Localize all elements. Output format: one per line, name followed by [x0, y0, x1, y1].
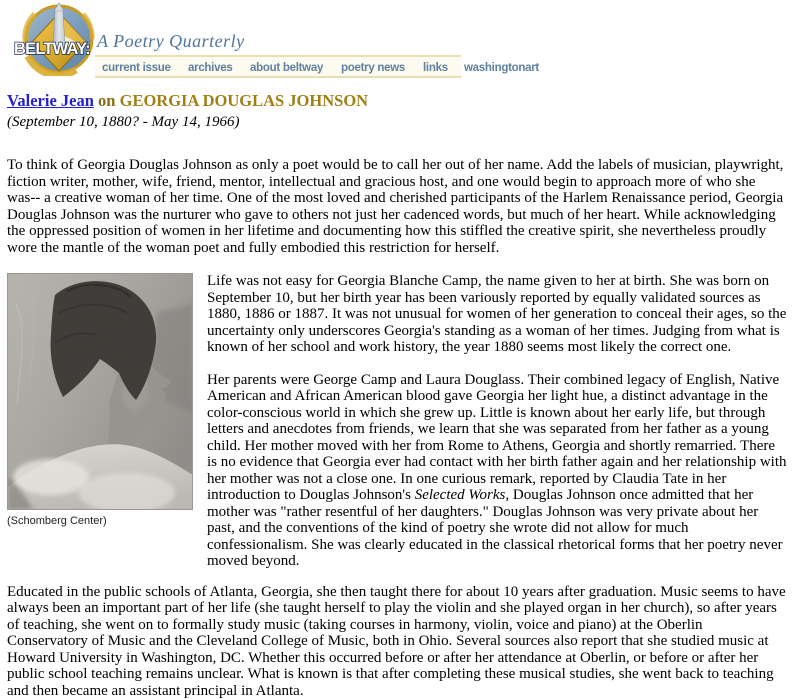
article-text-column	[207, 273, 787, 570]
nav-item-links[interactable]: links	[423, 60, 448, 74]
site-tagline: A Poetry Quarterly	[97, 31, 245, 52]
main-nav	[95, 55, 461, 78]
paragraph-education: Educated in the public schools of Atlanta, Georgia, she then taught there for about 10 years after graduation. Music seems to have always been an important part of her life (she taught herself to play the violin and she played organ in her church), so after years of teaching, she went on to formally study music (taking courses in harmony, violin, voice and piano) at the Oberlin Conservatory of Music and the Cleveland College of Music, both in Ohio. Several sources also report that she studied music at Howard University in Washington, DC. Whether this occurred before or after her attendance at Oberlin, or before or after her public school teaching remains unclear. What is known is that after completing these musical studies, she went back to teaching and then became an assistant principal in Atlanta.	[7, 584, 787, 699]
nav-item-poetry-news[interactable]: poetry news	[341, 60, 405, 74]
photo-and-text-section	[7, 273, 787, 570]
intro-paragraph: To think of Georgia Douglas Johnson as only a poet would be to call her out of her name. Add the labels of musician, playwright, fiction writer, mother, wife, friend, mentor, intellectual and gracious host, and one would begin to approach more of who she was-- a creative woman of her time. One of the most loved and cherished participants of the Harlem Renaissance period, Georgia Douglas Johnson was the nurturer who gave to others not just her cadenced words, but much of her heart. While acknowledging the oppressed position of women in her lifetime and documenting how this stiffled the creative spirit, she nevertheless proudly wore the mantle of the woman poet and fully embodied this restriction for herself.	[7, 157, 787, 256]
article-byline	[7, 91, 787, 111]
book-title-selected-works: Selected Works	[415, 487, 506, 503]
logo-wordmark: BELTWAY:	[14, 40, 90, 58]
nav-item-archives[interactable]: archives	[188, 60, 232, 74]
subject-dates: (September 10, 1880? - May 14, 1966)	[7, 114, 787, 131]
paragraph-parents	[207, 372, 787, 570]
photo-column	[7, 273, 193, 570]
paragraph-birth: Life was not easy for Georgia Blanche Camp, the name given to her at birth. She was born on September 10, but her birth year has been variously reported by equally validated sources as 1880, 1886 or 1887. It was not unusual for women of her generation to conceal their ages, so the uncertainty only underscores Georgia's standing as a woman of her times. Judging from what is known of her school and work history, the year 1880 seems most likely the correct one.	[207, 273, 787, 356]
portrait-photo	[7, 273, 193, 510]
nav-item-washingtonart[interactable]: washingtonart	[464, 60, 539, 74]
paragraph-parents-text: Her parents were George Camp and Laura Douglass. Their combined legacy of English, Native American and African American blood gave Georgia her light hue, a distinct advantage in the color-conscious world in which she grew up. Little is known about her early life, but through letters and anecdotes from friends, we learn that she was separated from her father as a young child. Her mother moved with her from Rome to Athens, Georgia and shortly remarried. There is no evidence that Georgia ever had contact with her birth father again and her relationship with her mother was not a close one. In one curious remark, reported by Claudia Tate in her introduction to Douglas Johnson's	[207, 372, 787, 504]
beltway-logo-icon[interactable]	[13, 2, 101, 76]
article-subject-title: GEORGIA DOUGLAS JOHNSON	[120, 91, 368, 110]
site-header	[7, 0, 787, 84]
nav-item-current-issue[interactable]: current issue	[102, 60, 171, 74]
paragraph-parents-text-cont: , Douglas Johnson once admitted that her mother was "rather resentful of her daughters." Douglas Johnson was very private about her past, and the conventions of the kind of poetry she wrote did not allow for much confessionalism. She was clearly educated in the classical rhetorical forms that her poetry never moved beyond.	[207, 487, 783, 569]
photo-caption: (Schomberg Center)	[7, 515, 193, 527]
author-link[interactable]: Valerie Jean	[7, 91, 94, 110]
byline-connector: on	[98, 91, 115, 110]
nav-item-about-beltway[interactable]: about beltway	[250, 60, 323, 74]
